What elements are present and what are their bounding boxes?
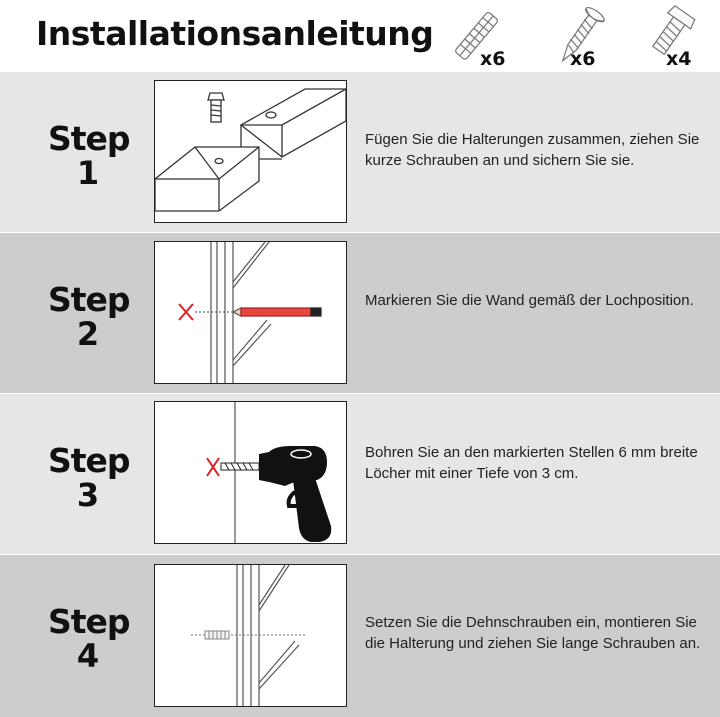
step-4-label [48,602,130,675]
step-2-illustration [154,241,347,384]
hardware-anchor [448,4,510,70]
step-number: 1 [76,154,100,192]
step-word: Step [48,602,130,641]
step-3 [0,394,720,554]
step-4-illustration [154,564,347,707]
step-3-label [48,441,130,514]
bolt-drawing [208,93,224,122]
anchor-in-wall [205,631,229,639]
step-2-text: Markieren Sie die Wand gemäß der Lochposition. [365,292,694,309]
step-4-text: Setzen Sie die Dehnschrauben ein, montieren Sie die Halterung und ziehen Sie lange Schrauben an. [365,614,701,652]
pencil-drawing [233,308,321,316]
hardware-screw [550,4,610,70]
step-1-text: Fügen Sie die Halterungen zusammen, ziehen Sie kurze Schrauben an und sichern Sie sie. [365,131,700,169]
screw-count: x6 [570,48,596,70]
step-1-label [48,119,130,192]
step-word: Step [48,441,130,480]
step-word: Step [48,280,130,319]
drill-bit [221,463,259,470]
step-number: 3 [76,476,100,514]
step-1-illustration [154,80,347,223]
step-4 [0,555,720,717]
red-x-mark [179,304,193,320]
hardware-bolt [640,4,700,70]
bracket-assembly-drawing [155,81,346,222]
step-number: 2 [76,315,100,353]
step-1 [0,72,720,232]
drill-body-icon [259,446,331,542]
page-title: Installationsanleitung [36,14,434,53]
step-word: Step [48,119,130,158]
step-3-illustration [154,401,347,544]
header [0,0,720,72]
step-3-text: Bohren Sie an den markierten Stellen 6 mm breite Löcher mit einer Tiefe von 3 cm. [365,444,698,482]
step-number: 4 [76,637,100,675]
bolt-count: x4 [666,48,692,70]
step-2 [0,233,720,393]
red-x-mark [207,458,219,476]
step-2-label [48,280,130,353]
mounting-drawing [155,565,346,706]
wall-marking-drawing [155,242,346,383]
anchor-count: x6 [480,48,506,70]
drilling-drawing [155,402,346,543]
